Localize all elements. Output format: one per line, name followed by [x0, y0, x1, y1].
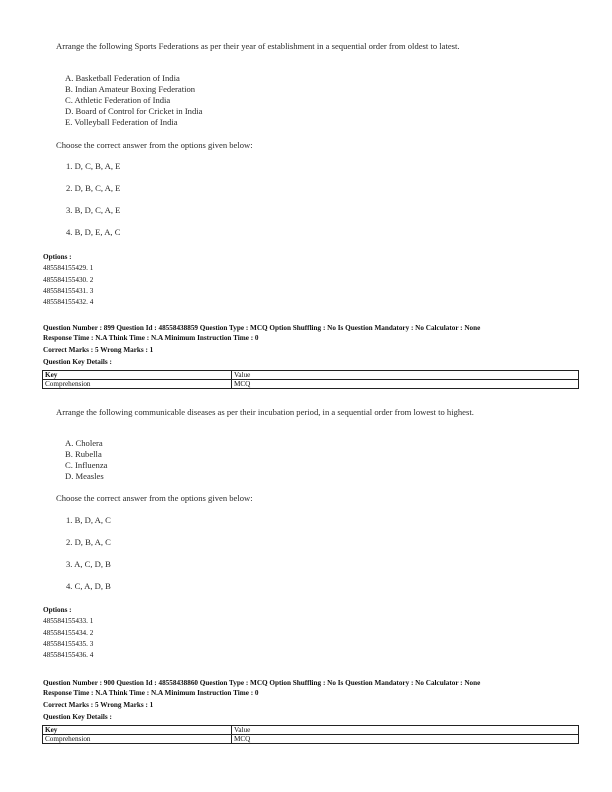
- question-text: Arrange the following communicable diseases as per their incubation period, in a sequential order from lowest to highest.: [56, 407, 474, 417]
- question-timing-line: Response Time : N.A Think Time : N.A Minimum Instruction Time : 0: [43, 334, 259, 342]
- option-id-list: [43, 605, 93, 661]
- option-id-list: [43, 252, 93, 308]
- option-id: 485584155431. 3: [43, 286, 94, 295]
- table-header-row: [43, 726, 579, 735]
- statement-item: A. Basketball Federation of India: [65, 73, 180, 83]
- statement-list: [65, 438, 107, 482]
- option-id: 485584155433. 1: [43, 617, 94, 626]
- choose-instruction: Choose the correct answer from the options given below:: [56, 140, 253, 150]
- value-header-cell: Value: [232, 726, 579, 735]
- key-details-label: Question Key Details :: [43, 358, 112, 366]
- options-label: Options :: [43, 606, 72, 614]
- value-cell: MCQ: [232, 380, 579, 389]
- table-row: [43, 735, 579, 744]
- key-cell: Comprehension: [43, 735, 232, 744]
- marks-line: Correct Marks : 5 Wrong Marks : 1: [43, 346, 154, 354]
- key-cell: Comprehension: [43, 380, 232, 389]
- answer-option: 4. C, A, D, B: [66, 581, 111, 591]
- option-id: 485584155429. 1: [43, 264, 94, 273]
- question-key-table: [42, 725, 579, 744]
- answer-option: 2. D, B, C, A, E: [66, 183, 121, 193]
- answer-option: 2. D, B, A, C: [66, 537, 111, 547]
- key-header-cell: Key: [43, 726, 232, 735]
- question-meta-line: Question Number : 899 Question Id : 48558438859 Question Type : MCQ Option Shuffling : No Is Question Mandatory : No Calculator : None: [43, 324, 481, 332]
- answer-option: 4. B, D, E, A, C: [66, 227, 121, 237]
- option-id: 485584155436. 4: [43, 651, 94, 660]
- table-row: [43, 380, 579, 389]
- answer-option: 3. A, C, D, B: [66, 559, 111, 569]
- question-key-table: [42, 370, 579, 389]
- option-id: 485584155434. 2: [43, 628, 94, 637]
- statement-item: A. Cholera: [65, 438, 103, 448]
- statement-item: C. Athletic Federation of India: [65, 95, 171, 105]
- option-id: 485584155430. 2: [43, 275, 94, 284]
- answer-option: 3. B, D, C, A, E: [66, 205, 121, 215]
- statement-list: [65, 73, 202, 128]
- statement-item: C. Influenza: [65, 460, 108, 470]
- choose-instruction: Choose the correct answer from the options given below:: [56, 493, 253, 503]
- statement-item: E. Volleyball Federation of India: [65, 117, 178, 127]
- marks-line: Correct Marks : 5 Wrong Marks : 1: [43, 701, 154, 709]
- answer-option: 1. D, C, B, A, E: [66, 161, 121, 171]
- question-meta-line: Question Number : 900 Question Id : 48558438860 Question Type : MCQ Option Shuffling : No Is Question Mandatory : No Calculator : None: [43, 679, 481, 687]
- value-cell: MCQ: [232, 735, 579, 744]
- option-id: 485584155435. 3: [43, 639, 94, 648]
- option-id: 485584155432. 4: [43, 298, 94, 307]
- statement-item: D. Board of Control for Cricket in India: [65, 106, 203, 116]
- statement-item: D. Measles: [65, 471, 104, 481]
- question-text: Arrange the following Sports Federations as per their year of establishment in a sequential order from oldest to latest.: [56, 41, 460, 51]
- value-header-cell: Value: [232, 371, 579, 380]
- statement-item: B. Indian Amateur Boxing Federation: [65, 84, 196, 94]
- table-header-row: [43, 371, 579, 380]
- question-timing-line: Response Time : N.A Think Time : N.A Minimum Instruction Time : 0: [43, 689, 259, 697]
- options-label: Options :: [43, 253, 72, 261]
- statement-item: B. Rubella: [65, 449, 102, 459]
- key-header-cell: Key: [43, 371, 232, 380]
- key-details-label: Question Key Details :: [43, 713, 112, 721]
- answer-option: 1. B, D, A, C: [66, 515, 111, 525]
